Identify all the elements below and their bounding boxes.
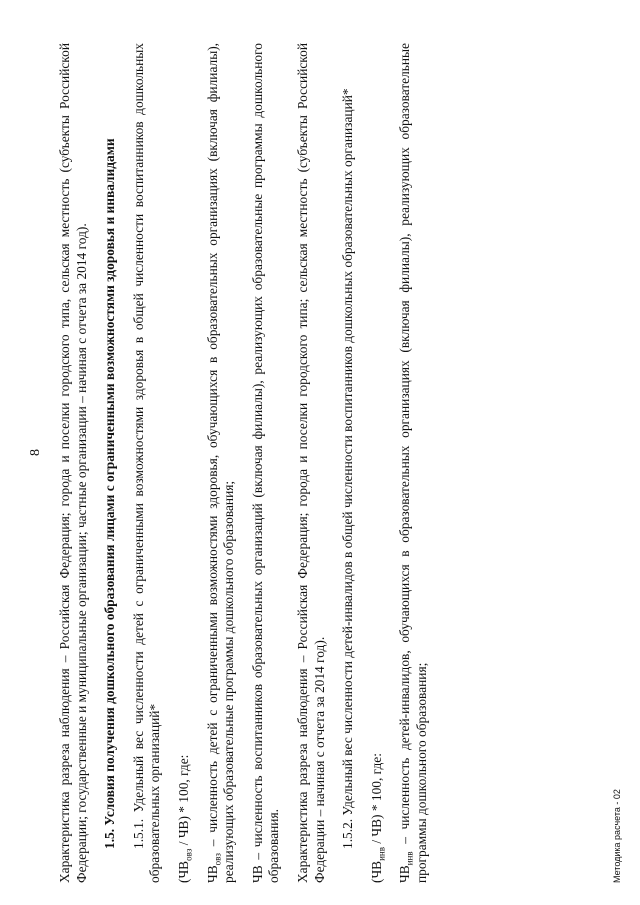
formula-1: $(ЧВ_{овз} / ЧВ) * 100$, где: <box>175 754 194 883</box>
page-number: 8 <box>28 449 43 456</box>
paragraph-observation-1: Характеристика разреза наблюдения – Российская Федерация; города и поселки городского типа, сельская местность (субъекты Российской Федерации; государственные и муниципальные организации; частные организации – начиная с отчета за 2014 год). <box>57 43 89 883</box>
indicator-1-5-1: 1.5.1. Удельный вес численности детей с ограниченными возможностями здоровья в общей численности воспитанников дошкольных образовательных организаций* <box>130 43 163 883</box>
section-heading: 1.5. Условия получения дошкольного образования лицами с ограниченными возможностями здоровья и инвалидами <box>102 138 118 849</box>
page-body <box>57 43 437 883</box>
definition-chv: ЧВ – численность воспитанников образовательных организаций (включая филиалы), реализующих образовательные программы дошкольного образования. <box>249 43 282 883</box>
definition-chv-ovz: $ЧВ_{овз}$ – численность детей с ограниченными возможностями здоровья, обучающихся в образовательных организациях (включая филиалы), реализующих образовательные программы дошкольного образования; <box>204 43 237 883</box>
page-footer: Методика расчета - 02 <box>612 789 622 883</box>
paragraph-observation-2: Характеристика разреза наблюдения – Российская Федерация; города и поселки городского типа; сельская местность (субъекты Российской Федерации – начиная с отчета за 2014 год). <box>294 43 327 883</box>
formula-2: $(ЧВ_{инв} / ЧВ) * 100$, где: <box>368 753 387 883</box>
definition-chv-inv: $ЧВ_{инв}$ – численность детей-инвалидов, обучающихся в образовательных организациях (включая филиалы), реализующих образовательные программы дошкольного образования; <box>397 43 429 883</box>
indicator-1-5-2: 1.5.2. Удельный вес численности детей-инвалидов в общей численности воспитанников дошкольных образовательных организаций* <box>340 88 356 849</box>
